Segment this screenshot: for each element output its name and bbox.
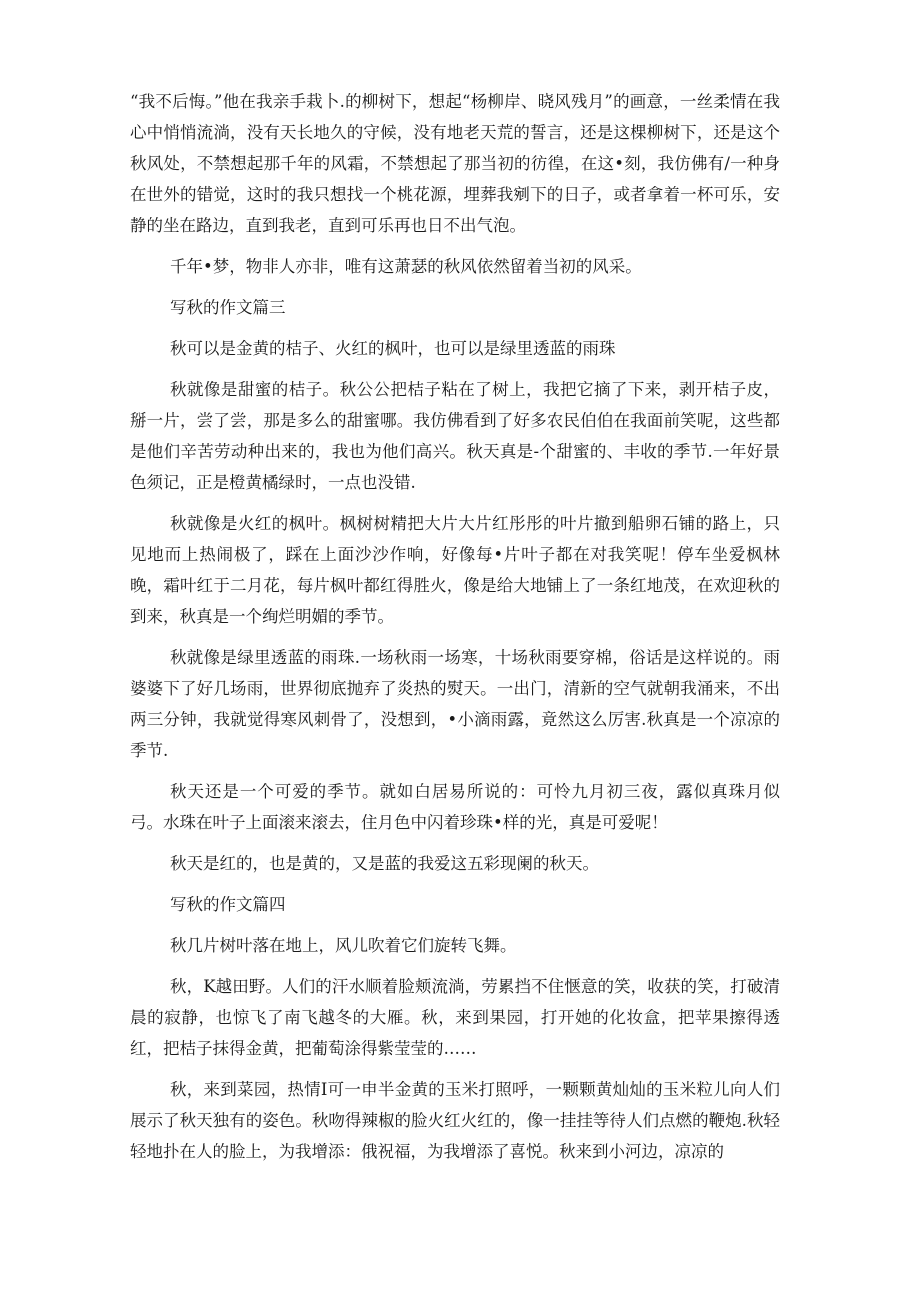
paragraph-rain: 秋就像是绿里透蓝的雨珠.一场秋雨一场寒，十场秋雨要穿棉，俗话是这样说的。雨婆婆下了好几场雨，世界彻底抛弃了炎热的熨天。一出门，清新的空气就朝我涌来，不出两三分钟，我就觉得寒风刺骨了，没想到，•小滴雨露，竟然这么厉害.秋真是一个凉凉的季节. xyxy=(130,648,780,760)
section-heading-3: 写秋的作文篇三 xyxy=(170,298,286,317)
article-body xyxy=(130,86,780,1177)
paragraph-colors: 秋天是红的，也是黄的，又是蓝的我爱这五彩现阑的秋天。 xyxy=(170,854,599,873)
paragraph-1: “我不后悔。”他在我亲手栽卜.的柳树下，想起“杨柳岸、晓风残月”的画意，一丝柔情在我心中悄悄流淌，没有天长地久的守候，没有地老天荒的誓言，还是这棵柳树下，还是这个秋风处，不禁想起那千年的风霜，不禁想起了那当初的彷徨，在这•刻，我仿佛有/一种身在世外的错觉，这时的我只想找一个桃花源，埋葬我剜下的日子，或者拿着一杯可乐，安静的坐在路边，直到我老，直到可乐再也日不出气泡。 xyxy=(130,92,780,235)
paragraph-fields: 秋，K越田野。人们的汗水顺着脸颊流淌，劳累挡不住惬意的笑，收获的笑，打破清晨的寂静，也惊飞了南飞越冬的大雁。秋，来到果园，打开她的化妆盒，把苹果擦得透红，把桔子抹得金黄，把葡萄涂得紫莹莹的…… xyxy=(130,977,780,1058)
paragraph-2: 千年•梦，物非人亦非，唯有这萧瑟的秋风依然留着当初的风采。 xyxy=(170,257,642,276)
paragraph-maple: 秋就像是火红的枫叶。枫树树精把大片大片红彤彤的叶片撤到船卵石铺的路上，只见地而上热闹极了，踩在上面沙沙作响，好像每•片叶子都在对我笑呢！停车坐爱枫林晚，霜叶红于二月花，每片枫叶都红得胜火，像是给大地铺上了一条红地茂，在欢迎秋的到来，秋真是一个绚烂明媚的季节。 xyxy=(130,514,780,626)
paragraph-garden: 秋，来到菜园，热情I可一申半金黄的玉米打照呼，一颗颗黄灿灿的玉米粒儿向人们展示了秋天独有的姿色。秋吻得辣椒的脸火红火红的，像一挂挂等待人们点燃的鞭炮.秋轻轻地扑在人的脸上，为我增添：俄祝福，为我增添了喜悦。秋来到小河边，凉凉的 xyxy=(130,1080,780,1161)
section-heading-4: 写秋的作文篇四 xyxy=(170,895,286,914)
paragraph-intro-3: 秋可以是金黄的桔子、火红的枫叶，也可以是绿里透蓝的雨珠 xyxy=(170,339,616,358)
paragraph-orange: 秋就像是甜蜜的桔子。秋公公把桔子粘在了树上，我把它摘了下来，剥开桔子皮，掰一片，尝了尝，那是多么的甜蜜哪。我仿佛看到了好多农民伯伯在我面前笑呢，这些都是他们辛苦劳动种出来的，我也为他们高兴。秋天真是-个甜蜜的、丰收的季节.一年好景色须记，正是橙黄橘绿时，一点也没错. xyxy=(130,380,780,492)
paragraph-leaves: 秋几片树叶落在地上，风儿吹着它们旋转飞舞。 xyxy=(170,936,517,955)
paragraph-lovely: 秋天还是一个可爱的季节。就如白居易所说的：可怜九月初三夜，露似真珠月似弓。水珠在叶子上面滚来滚去，住月色中闪着珍珠•样的光，真是可爱呢！ xyxy=(130,782,780,832)
